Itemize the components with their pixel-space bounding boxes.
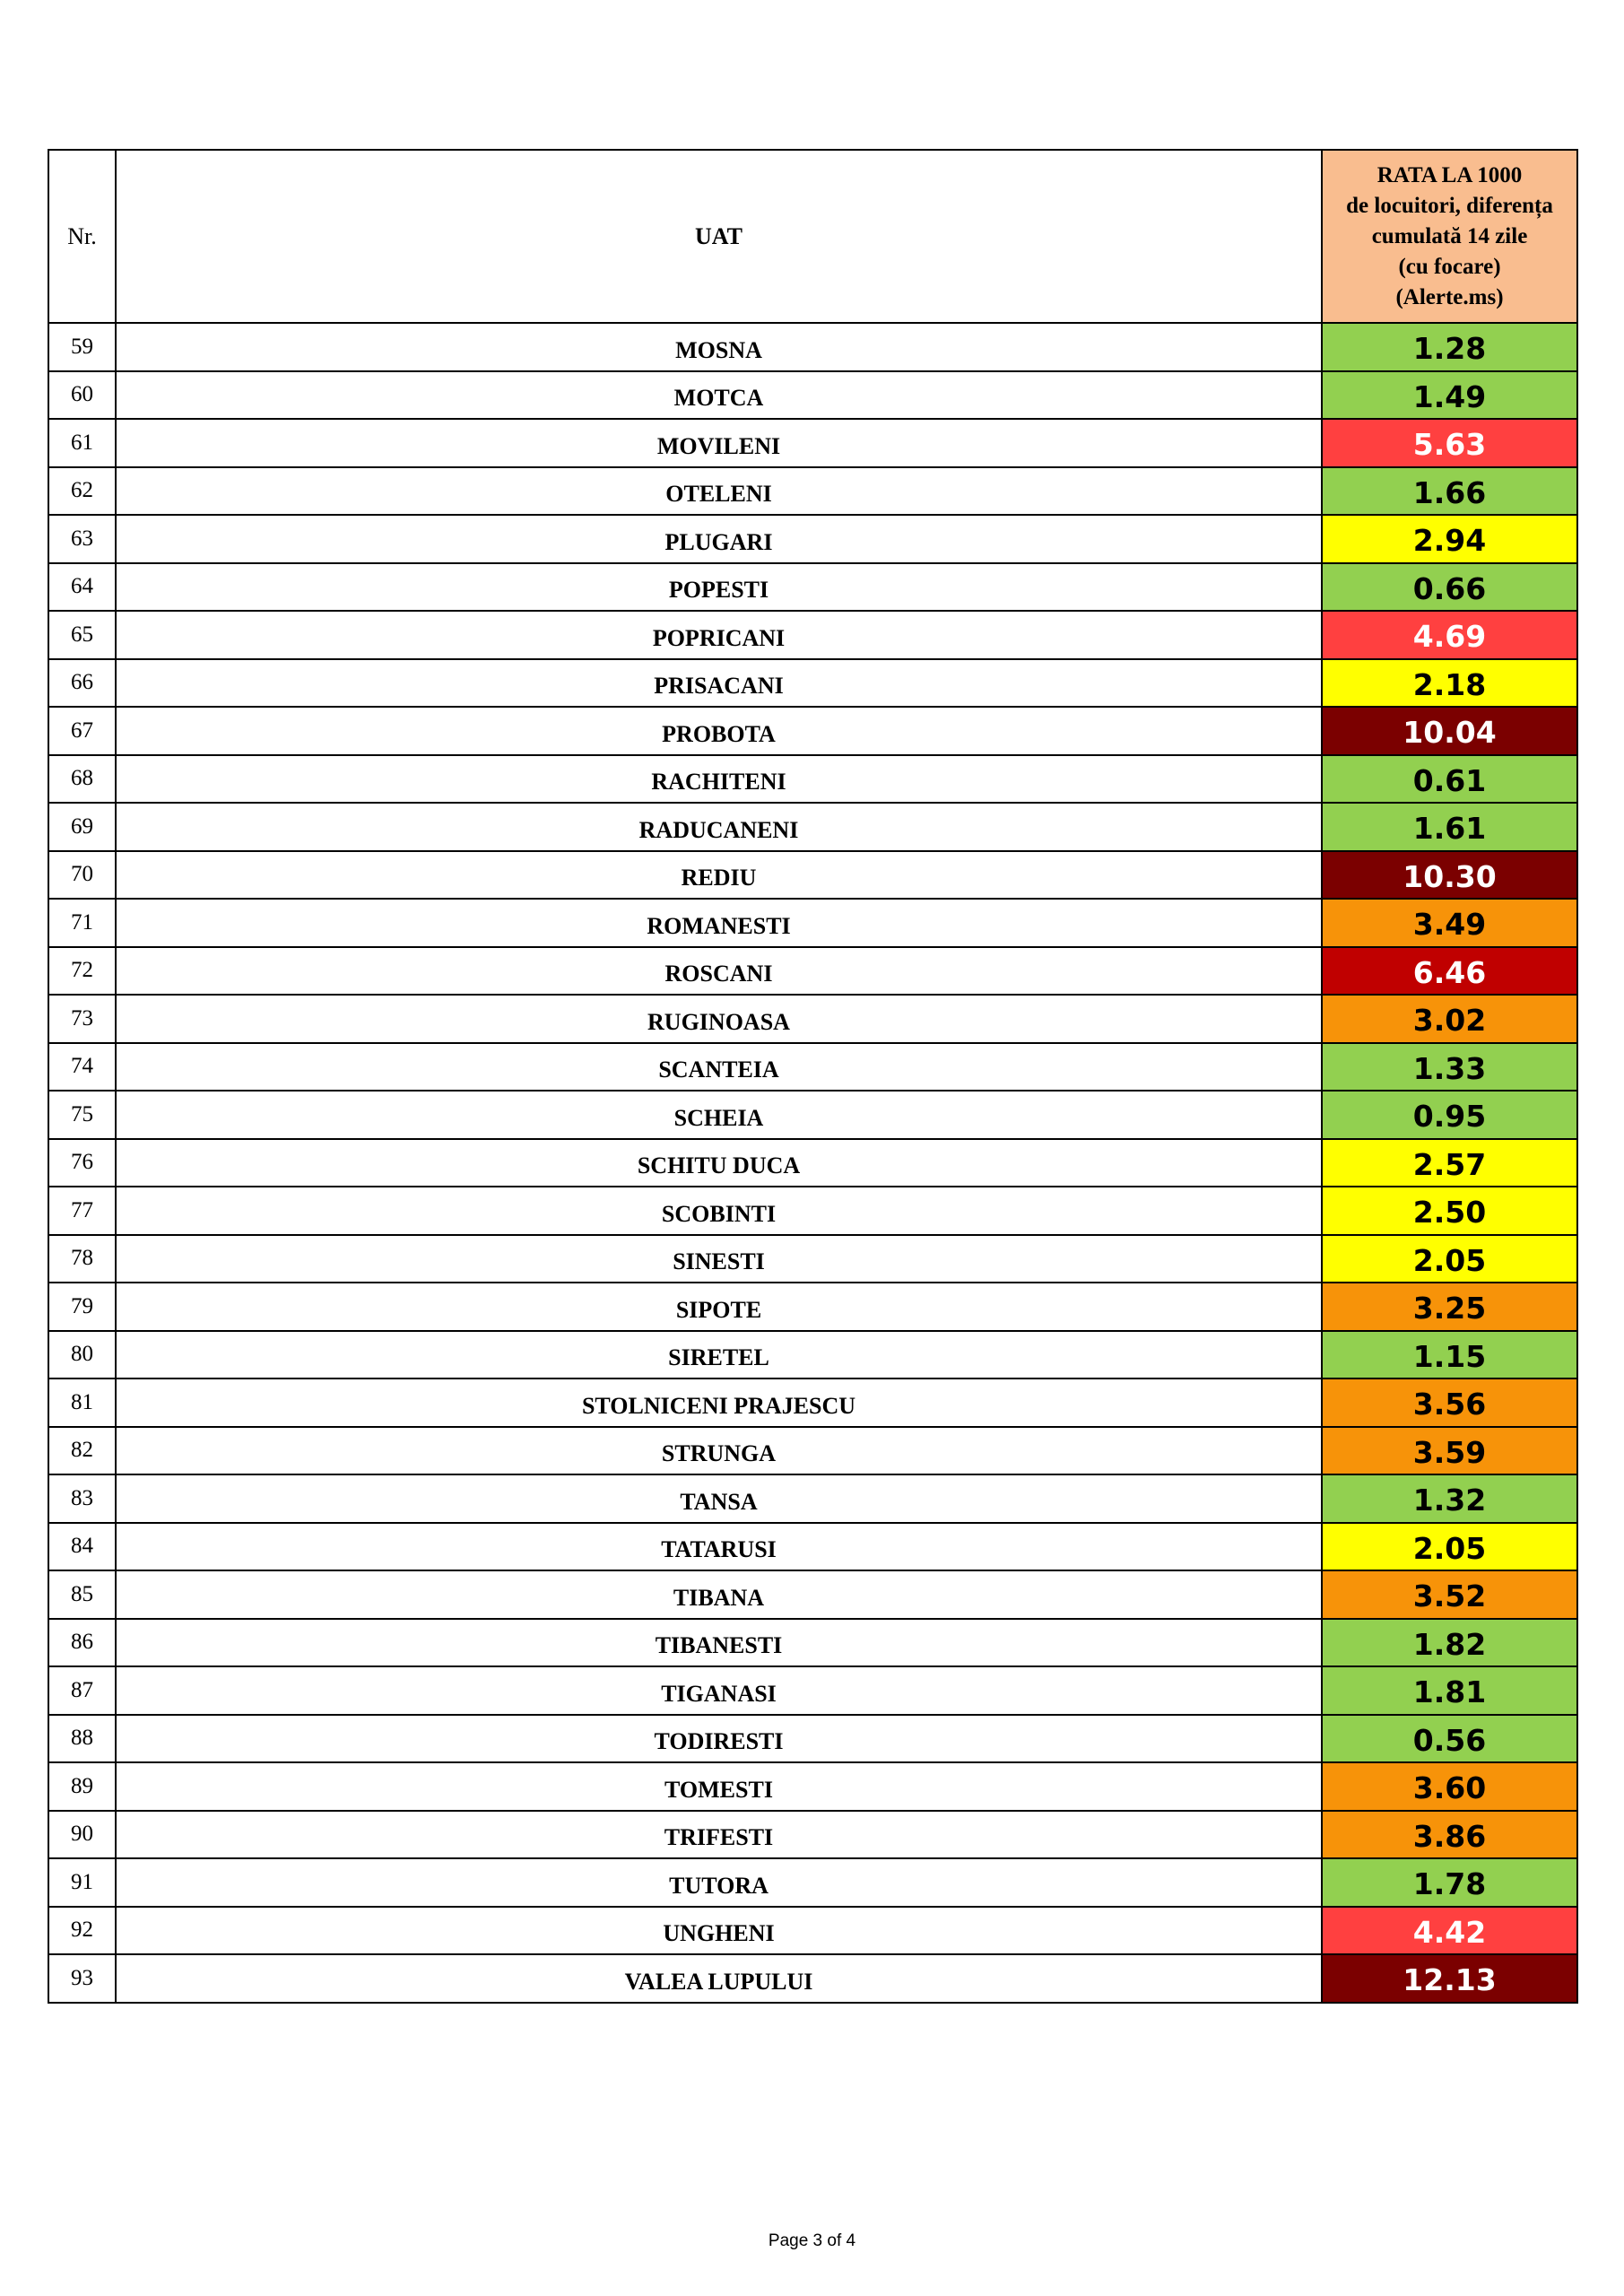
row-rate: 1.78 xyxy=(1322,1858,1577,1907)
row-uat: STOLNICENI PRAJESCU xyxy=(116,1378,1322,1427)
row-uat: RUGINOASA xyxy=(116,995,1322,1043)
table-row xyxy=(48,1666,1577,1715)
table-row xyxy=(48,1907,1577,1955)
row-uat: VALEA LUPULUI xyxy=(116,1954,1322,2003)
table-row xyxy=(48,1331,1577,1379)
table-row xyxy=(48,1858,1577,1907)
table-row xyxy=(48,371,1577,420)
row-uat: MOSNA xyxy=(116,323,1322,371)
row-rate: 6.46 xyxy=(1322,947,1577,996)
row-nr: 88 xyxy=(48,1715,116,1763)
row-nr: 66 xyxy=(48,659,116,708)
table-row xyxy=(48,1523,1577,1571)
header-rate-line-1: RATA LA 1000 xyxy=(1376,162,1523,187)
row-rate: 2.50 xyxy=(1322,1187,1577,1235)
row-nr: 92 xyxy=(48,1907,116,1955)
header-rate-line-4: (cu focare) xyxy=(1398,254,1501,279)
row-uat: TOMESTI xyxy=(116,1762,1322,1811)
row-nr: 74 xyxy=(48,1043,116,1091)
row-nr: 77 xyxy=(48,1187,116,1235)
row-uat: SIRETEL xyxy=(116,1331,1322,1379)
row-nr: 67 xyxy=(48,707,116,755)
row-rate: 1.49 xyxy=(1322,371,1577,420)
row-nr: 69 xyxy=(48,803,116,851)
table-row xyxy=(48,419,1577,467)
table-row xyxy=(48,563,1577,612)
table-row xyxy=(48,1474,1577,1523)
header-nr: Nr. xyxy=(48,150,116,323)
row-rate: 3.02 xyxy=(1322,995,1577,1043)
table-row xyxy=(48,659,1577,708)
row-rate: 4.42 xyxy=(1322,1907,1577,1955)
row-rate: 1.61 xyxy=(1322,803,1577,851)
row-nr: 60 xyxy=(48,371,116,420)
table-row xyxy=(48,755,1577,804)
row-uat: SINESTI xyxy=(116,1235,1322,1283)
row-rate: 5.63 xyxy=(1322,419,1577,467)
row-rate: 1.28 xyxy=(1322,323,1577,371)
table-header-row xyxy=(48,150,1577,323)
row-uat: TODIRESTI xyxy=(116,1715,1322,1763)
row-nr: 75 xyxy=(48,1091,116,1139)
table-row xyxy=(48,707,1577,755)
row-nr: 68 xyxy=(48,755,116,804)
table-row xyxy=(48,1235,1577,1283)
row-uat: UNGHENI xyxy=(116,1907,1322,1955)
page-footer: Page 3 of 4 xyxy=(768,2231,856,2250)
row-rate: 3.56 xyxy=(1322,1378,1577,1427)
row-nr: 61 xyxy=(48,419,116,467)
row-uat: TANSA xyxy=(116,1474,1322,1523)
table-row xyxy=(48,1762,1577,1811)
row-rate: 0.66 xyxy=(1322,563,1577,612)
header-rate-line-5: (Alerte.ms) xyxy=(1395,284,1504,309)
row-uat: REDIU xyxy=(116,851,1322,900)
row-uat: ROSCANI xyxy=(116,947,1322,996)
row-rate: 1.15 xyxy=(1322,1331,1577,1379)
row-uat: SCOBINTI xyxy=(116,1187,1322,1235)
table-row xyxy=(48,1091,1577,1139)
header-rate-line-2: de locuitori, diferența xyxy=(1346,193,1553,218)
row-nr: 78 xyxy=(48,1235,116,1283)
table-row xyxy=(48,1715,1577,1763)
row-nr: 59 xyxy=(48,323,116,371)
row-nr: 83 xyxy=(48,1474,116,1523)
row-uat: TUTORA xyxy=(116,1858,1322,1907)
table-row xyxy=(48,851,1577,900)
row-nr: 90 xyxy=(48,1811,116,1859)
header-uat: UAT xyxy=(116,150,1322,323)
row-uat: TIBANESTI xyxy=(116,1619,1322,1667)
row-uat: PRISACANI xyxy=(116,659,1322,708)
row-nr: 64 xyxy=(48,563,116,612)
row-nr: 82 xyxy=(48,1427,116,1475)
row-uat: SIPOTE xyxy=(116,1283,1322,1331)
row-uat: TATARUSI xyxy=(116,1523,1322,1571)
row-uat: PROBOTA xyxy=(116,707,1322,755)
row-nr: 89 xyxy=(48,1762,116,1811)
row-uat: TRIFESTI xyxy=(116,1811,1322,1859)
table-row xyxy=(48,1139,1577,1187)
row-nr: 63 xyxy=(48,515,116,563)
row-uat: SCHITU DUCA xyxy=(116,1139,1322,1187)
row-nr: 91 xyxy=(48,1858,116,1907)
row-rate: 3.25 xyxy=(1322,1283,1577,1331)
row-nr: 84 xyxy=(48,1523,116,1571)
row-rate: 3.60 xyxy=(1322,1762,1577,1811)
row-rate: 2.94 xyxy=(1322,515,1577,563)
table-row xyxy=(48,1043,1577,1091)
row-nr: 70 xyxy=(48,851,116,900)
row-rate: 2.05 xyxy=(1322,1523,1577,1571)
row-rate: 0.61 xyxy=(1322,755,1577,804)
row-rate: 3.86 xyxy=(1322,1811,1577,1859)
row-rate: 0.95 xyxy=(1322,1091,1577,1139)
row-rate: 1.81 xyxy=(1322,1666,1577,1715)
row-uat: TIBANA xyxy=(116,1570,1322,1619)
table-row xyxy=(48,1283,1577,1331)
row-nr: 93 xyxy=(48,1954,116,2003)
header-rate xyxy=(1322,150,1577,323)
table-row xyxy=(48,1427,1577,1475)
row-rate: 10.04 xyxy=(1322,707,1577,755)
row-nr: 86 xyxy=(48,1619,116,1667)
row-rate: 2.05 xyxy=(1322,1235,1577,1283)
row-rate: 1.32 xyxy=(1322,1474,1577,1523)
row-rate: 12.13 xyxy=(1322,1954,1577,2003)
uat-rate-table xyxy=(48,149,1578,2004)
row-nr: 81 xyxy=(48,1378,116,1427)
row-uat: OTELENI xyxy=(116,467,1322,516)
row-uat: MOVILENI xyxy=(116,419,1322,467)
row-nr: 71 xyxy=(48,899,116,947)
row-nr: 85 xyxy=(48,1570,116,1619)
row-uat: RADUCANENI xyxy=(116,803,1322,851)
row-rate: 3.52 xyxy=(1322,1570,1577,1619)
row-uat: RACHITENI xyxy=(116,755,1322,804)
row-uat: MOTCA xyxy=(116,371,1322,420)
header-rate-line-3: cumulată 14 zile xyxy=(1371,223,1528,248)
row-nr: 79 xyxy=(48,1283,116,1331)
row-rate: 10.30 xyxy=(1322,851,1577,900)
row-nr: 65 xyxy=(48,611,116,659)
row-nr: 87 xyxy=(48,1666,116,1715)
row-uat: POPRICANI xyxy=(116,611,1322,659)
row-uat: TIGANASI xyxy=(116,1666,1322,1715)
table-row xyxy=(48,1811,1577,1859)
row-rate: 2.18 xyxy=(1322,659,1577,708)
row-rate: 2.57 xyxy=(1322,1139,1577,1187)
table-row xyxy=(48,1954,1577,2003)
table-row xyxy=(48,899,1577,947)
row-rate: 4.69 xyxy=(1322,611,1577,659)
table-row xyxy=(48,1619,1577,1667)
row-uat: SCANTEIA xyxy=(116,1043,1322,1091)
table-body xyxy=(48,323,1577,2003)
row-rate: 1.66 xyxy=(1322,467,1577,516)
row-rate: 0.56 xyxy=(1322,1715,1577,1763)
row-nr: 72 xyxy=(48,947,116,996)
row-rate: 1.33 xyxy=(1322,1043,1577,1091)
row-rate: 3.49 xyxy=(1322,899,1577,947)
row-uat: PLUGARI xyxy=(116,515,1322,563)
row-uat: POPESTI xyxy=(116,563,1322,612)
table-row xyxy=(48,611,1577,659)
table-row xyxy=(48,947,1577,996)
row-nr: 80 xyxy=(48,1331,116,1379)
row-nr: 73 xyxy=(48,995,116,1043)
table-row xyxy=(48,803,1577,851)
table-row xyxy=(48,995,1577,1043)
table-row xyxy=(48,1187,1577,1235)
row-nr: 62 xyxy=(48,467,116,516)
table-row xyxy=(48,467,1577,516)
row-uat: SCHEIA xyxy=(116,1091,1322,1139)
table-row xyxy=(48,1378,1577,1427)
table-row xyxy=(48,1570,1577,1619)
row-rate: 1.82 xyxy=(1322,1619,1577,1667)
table-row xyxy=(48,515,1577,563)
row-rate: 3.59 xyxy=(1322,1427,1577,1475)
row-uat: STRUNGA xyxy=(116,1427,1322,1475)
table-row xyxy=(48,323,1577,371)
row-uat: ROMANESTI xyxy=(116,899,1322,947)
row-nr: 76 xyxy=(48,1139,116,1187)
